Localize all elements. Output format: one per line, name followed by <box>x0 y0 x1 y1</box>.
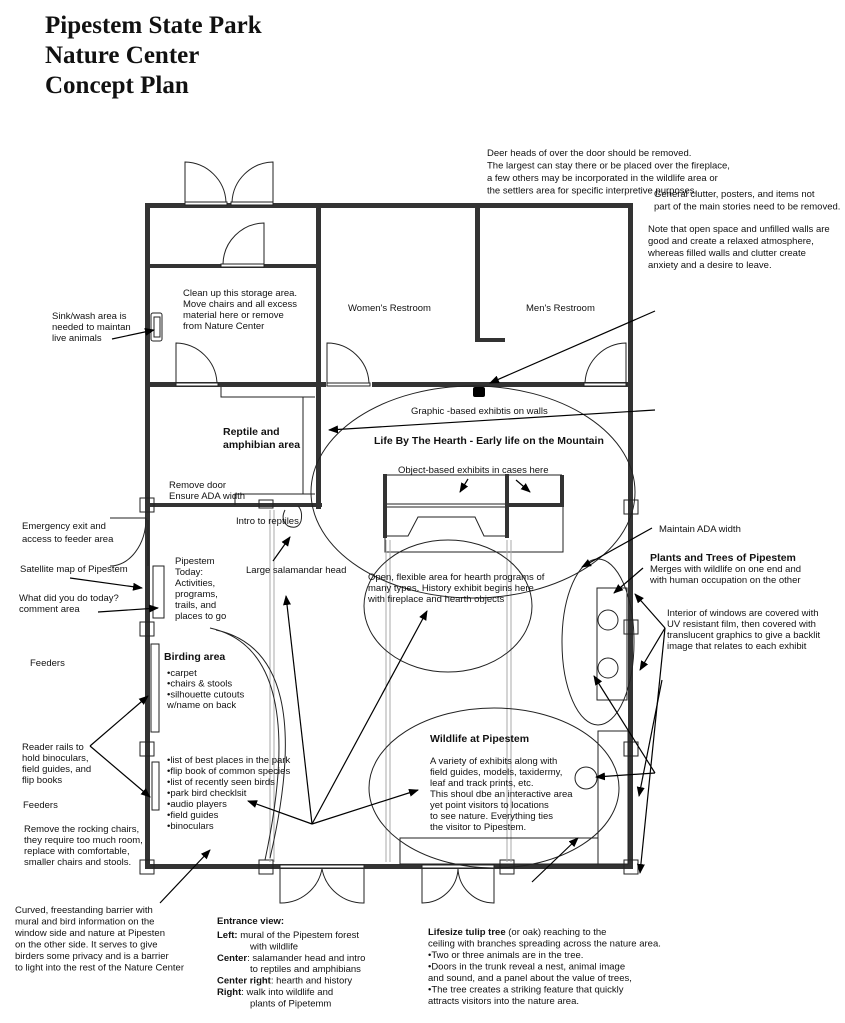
note-line: hold binoculars, <box>22 753 89 764</box>
note-line: part of the main stories need to be removed. <box>654 201 841 213</box>
note-line: This shoul dbe an interactive area <box>430 789 573 800</box>
tree-note-line: •The tree creates a striking feature that quickly <box>428 984 624 996</box>
note-line: image that relates to each exhibit <box>667 641 807 652</box>
note-line: Reader rails to <box>22 742 84 753</box>
note-line: Open, flexible area for hearth programs of <box>368 572 545 583</box>
note-storage <box>183 288 297 332</box>
note-line: Object-based exhibits in cases here <box>398 465 549 476</box>
note-line: Intro to reptiles <box>236 516 299 527</box>
note-line: Large salamandar head <box>246 565 347 576</box>
note-line: What did you do today? <box>19 593 119 604</box>
note-line: a few others may be incorporated in the wildlife area or <box>487 173 718 184</box>
note-feeders2 <box>23 800 58 811</box>
note-birding-title <box>164 651 225 663</box>
note-line: material here or remove <box>183 310 284 321</box>
note-line: Plants and Trees of Pipestem <box>650 552 796 564</box>
note-line: Men's Restroom <box>526 303 595 314</box>
note-line: to light into the rest of the Nature Center <box>15 962 184 974</box>
note-line: many types. History exhibit begins here <box>368 583 534 594</box>
note-clutter <box>654 189 840 213</box>
entrance-view-text: : hearth and history <box>270 975 353 987</box>
note-line: good and create a relaxed atmosphere, <box>648 236 814 247</box>
title-line: Nature Center <box>45 42 200 69</box>
note-line: Note that open space and unfilled walls are <box>648 224 830 235</box>
note-line: •field guides <box>167 810 219 821</box>
note-line: Birding area <box>164 651 226 663</box>
note-open-space <box>647 224 830 271</box>
note-line: Satellite map of Pipestem <box>20 564 128 575</box>
note-line: •carpet <box>167 668 197 679</box>
note-line: •chairs & stools <box>167 678 233 690</box>
note-plants <box>649 564 801 586</box>
entrance-view-line <box>250 964 361 975</box>
entrance-view-text: to reptiles and amphibians <box>250 964 361 976</box>
note-line: w/name on back <box>167 700 237 712</box>
note-line: whereas filled walls and clutter create <box>648 248 806 259</box>
note-line: mural and bird information on the <box>15 916 155 928</box>
note-line: Reptile and <box>223 426 280 438</box>
note-line: Clean up this storage area. <box>183 288 298 299</box>
tree-note-line-text: (or oak) reaching to the <box>505 927 607 938</box>
note-ada <box>659 524 741 535</box>
entrance-view-label: Right <box>217 987 242 998</box>
note-line: smaller chairs and stools. <box>24 857 132 868</box>
note-open-area <box>367 572 545 605</box>
entrance-view-label: Left: <box>217 930 238 941</box>
note-remove-door <box>169 480 245 502</box>
note-line: Remove door <box>169 480 227 491</box>
hearth-cases <box>383 474 564 552</box>
tree-note-title: Lifesize tulip tree <box>428 927 506 938</box>
note-line: Deer heads of over the door should be removed. <box>487 148 692 159</box>
note-hearth-title <box>374 435 604 447</box>
note-line: trails, and <box>175 600 217 611</box>
title-line: Pipestem State Park <box>45 12 262 39</box>
note-plants-title <box>650 552 796 564</box>
entrance-view-title: Entrance view: <box>217 916 285 927</box>
note-line: Ensure ADA width <box>169 491 246 502</box>
note-graphic <box>411 406 548 417</box>
note-line: leaf and track prints, etc. <box>430 778 534 789</box>
note-line: places to go <box>175 611 227 622</box>
note-line: •binoculars <box>167 821 214 832</box>
note-line: comment area <box>19 604 80 615</box>
note-feeders1 <box>30 658 65 669</box>
note-line: •park bird checklsit <box>167 788 247 799</box>
note-sink <box>52 311 131 344</box>
entrance-view-text: plants of Pipetemm <box>250 998 332 1010</box>
entrance-view-label: Center right <box>217 975 271 987</box>
tulip-tree-note <box>428 927 661 1007</box>
tree-note-line: attracts visitors into the nature area. <box>428 996 580 1007</box>
note-line: Sink/wash area is <box>52 311 127 322</box>
entrance-view-line <box>249 941 298 952</box>
note-line: •list of recently seen birds <box>167 777 275 788</box>
callout-arrows <box>70 311 665 903</box>
entrance-view-text: mural of the Pipestem forest <box>237 930 360 941</box>
note-line: Women's Restroom <box>348 303 431 314</box>
note-line: flip books <box>22 775 63 786</box>
note-windows <box>667 608 820 652</box>
note-line: Feeders <box>30 658 65 669</box>
note-line: to see nature. Everything ties <box>430 811 554 822</box>
tree-note-line: •Doors in the trunk reveal a nest, animal image <box>428 961 626 973</box>
note-line: •flip book of common species <box>167 766 291 777</box>
note-line: UV resistant film, then covered with <box>667 619 816 630</box>
tree-note-line: •Two or three animals are in the tree. <box>428 950 584 961</box>
note-line: window side and nature at Pipesten <box>15 928 165 939</box>
note-line: the visitor to Pipestem. <box>430 822 527 833</box>
note-line: Maintain ADA width <box>659 524 741 535</box>
note-line: Today: <box>175 567 203 578</box>
note-line: programs, <box>175 589 218 600</box>
note-rails <box>22 742 91 786</box>
note-line: amphibian area <box>223 439 301 451</box>
note-curved <box>14 905 184 974</box>
note-line: translucent graphics to give a backlit <box>667 630 821 641</box>
tree-note-line: ceiling with branches spreading across the nature area. <box>428 938 661 950</box>
note-line: General clutter, posters, and items not <box>654 189 815 200</box>
note-line: Interior of windows are covered with <box>667 608 819 619</box>
note-line: they require too much room, <box>24 835 143 846</box>
note-line: yet point visitors to locations <box>430 800 549 811</box>
note-line: from Nature Center <box>183 321 265 332</box>
note-emergency <box>22 521 114 545</box>
entrance-view-label: Center <box>217 952 248 964</box>
note-line: Remove the rocking chairs, <box>24 824 140 835</box>
note-mens <box>526 303 595 314</box>
note-line: Curved, freestanding barrier with <box>15 905 153 916</box>
note-line: Graphic -based exhibtis on walls <box>411 406 548 417</box>
entrance-view-text: : salamander head and intro <box>247 952 366 964</box>
note-rocking <box>24 824 143 868</box>
title-block <box>45 12 262 99</box>
entrance-view-line <box>217 987 333 998</box>
note-line: on the other side. It serves to give <box>15 939 158 951</box>
note-line: Emergency exit and <box>22 521 106 532</box>
note-salamander <box>246 565 346 576</box>
note-line: Life By The Hearth - Early life on the Mountain <box>374 435 604 447</box>
note-line: needed to maintan <box>52 322 131 333</box>
note-line: The largest can stay there or be placed over the fireplace, <box>487 160 730 172</box>
note-line: with fireplace and hearth objects <box>368 594 505 605</box>
note-birding <box>166 668 245 711</box>
entrance-view-note <box>217 916 365 1009</box>
entrance-view-text: with wildlife <box>250 941 299 953</box>
note-today <box>175 556 226 622</box>
note-line: field guides, and <box>22 764 92 775</box>
note-line: field guides, models, taxidermy, <box>430 767 563 778</box>
note-line: •list of best places in the park <box>167 755 291 766</box>
note-line: Move chairs and all excess <box>183 299 298 310</box>
entrance-view-line <box>217 930 359 941</box>
note-line: A variety of exhibits along with <box>430 756 558 767</box>
note-intro <box>236 516 299 527</box>
note-line: Pipestem <box>175 556 215 567</box>
note-line: birders some privacy and is a barrier <box>15 951 169 962</box>
note-line: replace with comfortable, <box>24 846 130 857</box>
note-line: Feeders <box>23 800 58 811</box>
note-wildlife-title <box>430 733 529 745</box>
note-birding-list <box>167 755 290 832</box>
note-line: Wildlife at Pipestem <box>430 733 530 745</box>
entrance-view-text: : walk into wildlife and <box>241 987 334 998</box>
entrance-view-line <box>217 976 352 987</box>
note-line: with human occupation on the other <box>650 575 801 586</box>
note-reptile <box>223 426 300 451</box>
note-line: •audio players <box>167 799 227 810</box>
tree-note-line: and sound, and a panel about the value of trees, <box>428 973 632 984</box>
note-womens <box>348 303 431 314</box>
note-line: •silhouette cutouts <box>167 689 245 701</box>
entrance-view-line <box>217 953 365 964</box>
note-line: Activities, <box>175 578 216 589</box>
note-object <box>398 465 549 476</box>
note-satellite <box>20 564 128 575</box>
note-wildlife <box>430 756 573 833</box>
note-line: the settlers area for specific interpretive purposes. <box>487 185 698 197</box>
annotations <box>14 148 840 974</box>
tree-note-line <box>428 927 606 938</box>
note-line: Merges with wildlife on one end and <box>650 564 802 575</box>
note-line: anxiety and a desire to leave. <box>648 260 772 271</box>
note-line: access to feeder area <box>22 534 114 545</box>
note-line: live animals <box>52 333 102 344</box>
title-line: Concept Plan <box>45 72 189 99</box>
entrance-view-line <box>250 998 331 1009</box>
